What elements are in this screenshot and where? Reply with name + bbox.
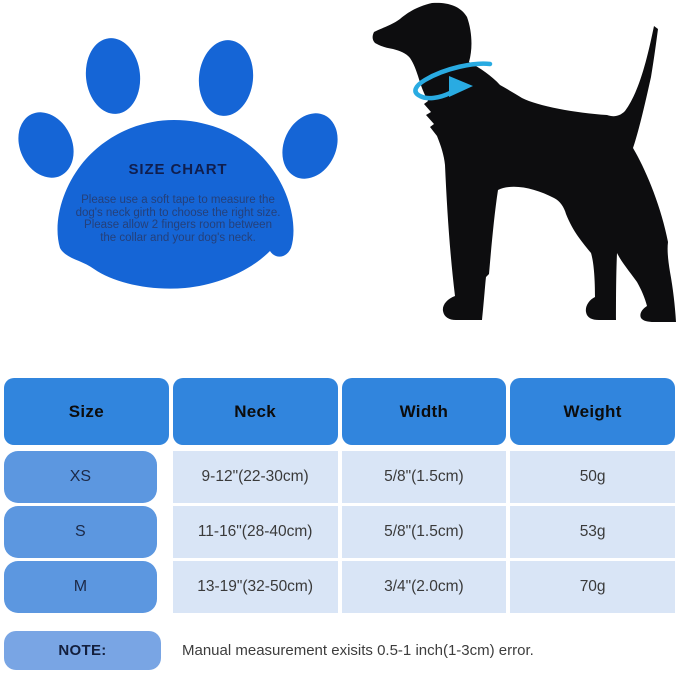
paw-pad-shape bbox=[58, 120, 294, 289]
column-header-width: Width bbox=[342, 378, 507, 445]
column-header-size: Size bbox=[4, 378, 169, 445]
table-row-s-size-cell bbox=[4, 506, 169, 558]
paw-toe-shape bbox=[195, 37, 257, 118]
paw-toe-shape bbox=[82, 35, 144, 116]
note-row bbox=[4, 631, 534, 670]
width-cell: 5/8"(1.5cm) bbox=[342, 506, 507, 558]
width-cell: 3/4"(2.0cm) bbox=[342, 561, 507, 613]
paw-toe-shape bbox=[272, 104, 348, 188]
neck-cell: 11-16"(28-40cm) bbox=[173, 506, 338, 558]
neck-cell: 13-19"(32-50cm) bbox=[173, 561, 338, 613]
size-instructions-line: Please allow 2 fingers room between bbox=[84, 219, 272, 231]
table-row-m-size-cell bbox=[4, 561, 169, 613]
table-body bbox=[4, 451, 675, 613]
weight-cell: 70g bbox=[510, 561, 675, 613]
note-badge: NOTE: bbox=[4, 631, 161, 670]
table-header-row bbox=[4, 378, 675, 445]
size-pill: M bbox=[4, 561, 157, 613]
dog-body-shape bbox=[373, 3, 676, 322]
column-header-weight: Weight bbox=[510, 378, 675, 445]
paw-print-icon bbox=[3, 8, 353, 323]
column-header-neck: Neck bbox=[173, 378, 338, 445]
size-table bbox=[4, 378, 675, 613]
table-row-xs-size-cell bbox=[4, 451, 169, 503]
size-chart-title: SIZE CHART bbox=[128, 161, 228, 178]
neck-cell: 9-12"(22-30cm) bbox=[173, 451, 338, 503]
size-instructions-line: Please use a soft tape to measure the bbox=[81, 194, 275, 206]
weight-cell: 50g bbox=[510, 451, 675, 503]
size-instructions-line: dog's neck girth to choose the right size. bbox=[75, 206, 281, 219]
size-instructions-line: the collar and your dog's neck. bbox=[100, 231, 256, 244]
note-text: Manual measurement exisits 0.5-1 inch(1-3cm) error. bbox=[182, 642, 534, 659]
paw-toe-shape bbox=[8, 103, 84, 187]
size-pill: S bbox=[4, 506, 157, 558]
weight-cell: 53g bbox=[510, 506, 675, 558]
size-pill: XS bbox=[4, 451, 157, 503]
width-cell: 5/8"(1.5cm) bbox=[342, 451, 507, 503]
dog-silhouette-icon bbox=[370, 0, 679, 340]
